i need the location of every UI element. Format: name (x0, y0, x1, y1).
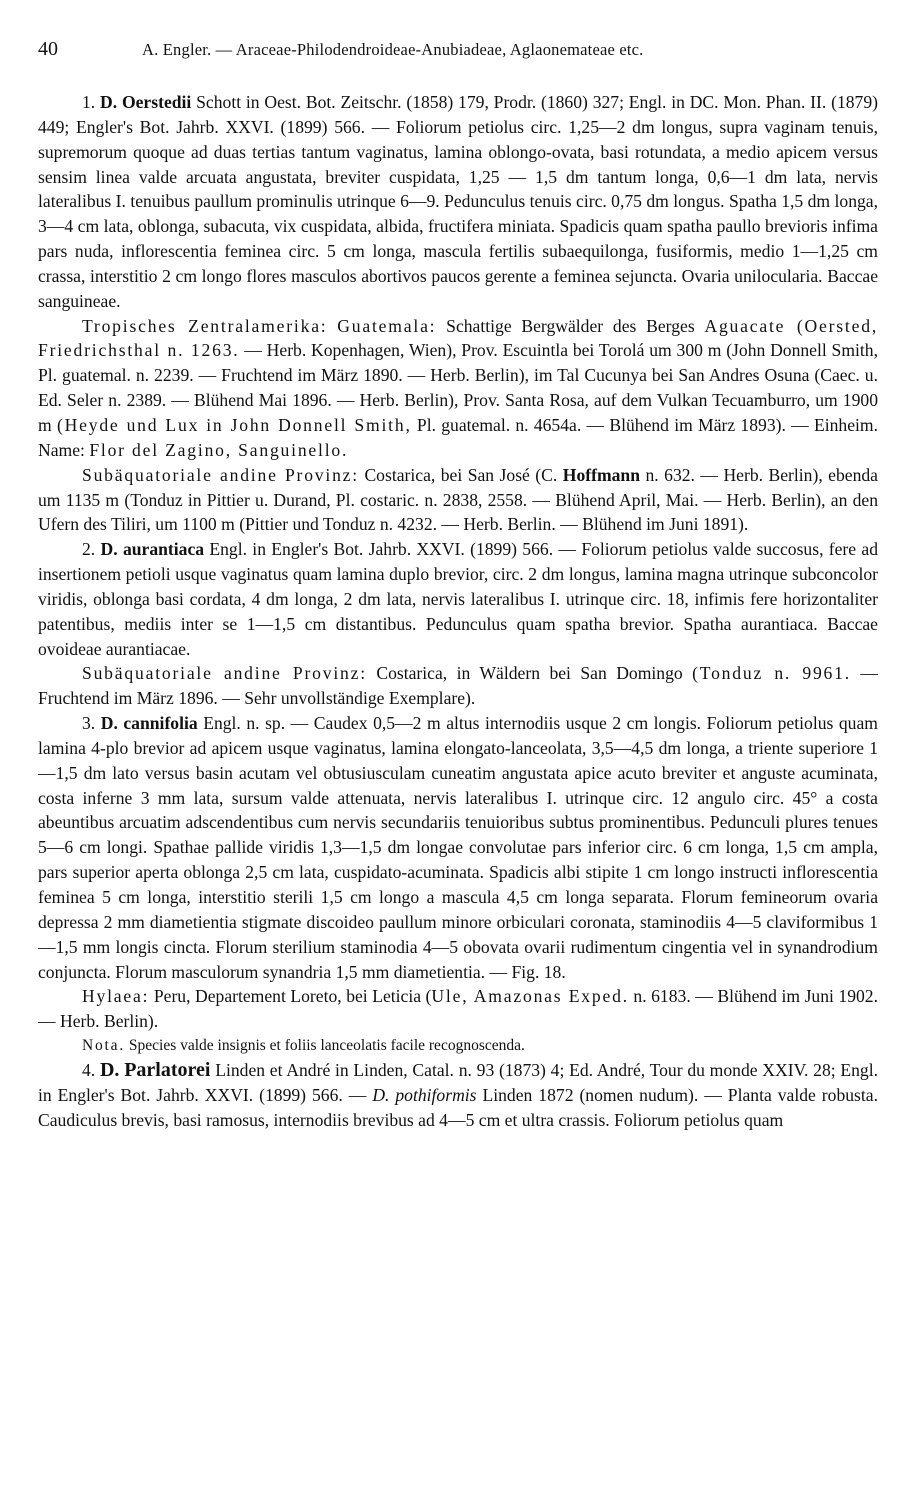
species-number: 4. (82, 1060, 96, 1081)
genus-abbrev: D. (100, 92, 118, 112)
region-text: Pl. guatemal. n. 4654a. — Blühend im März 1893). — Einheim. Name: (38, 414, 878, 460)
nota-paragraph (38, 1034, 878, 1058)
collector-text: Ule, Amazonas Exped. (431, 986, 629, 1007)
distribution-paragraph (38, 314, 878, 463)
region-label: Subäquatoriale andine Provinz: (82, 464, 359, 485)
species-entry-oerstedii (38, 90, 878, 314)
nota-text: Species valde insignis et foliis lanceolatis facile recognoscenda. (128, 1037, 525, 1055)
region-text: — Herb. Kopenhagen, Wien), Prov. Escuintla bei Torolá um 300 m (John Donnell Smith, Pl. guatemal. n. 2239. — Fruchtend im März 1890. — Herb. Berlin), im Tal Cucunya bei San Andres Osuna (Caec. u. Ed. Seler n. 2389. — Blühend Mai 1896. — Herb. Berlin), Prov. Santa Rosa, auf dem Vulkan Tecuamburro, um 1900 m (38, 340, 878, 435)
page-body (38, 90, 878, 1133)
species-description: — Foliorum petiolus valde succosus, fere ad insertionem petioli usque vaginatus quam lamina duplo brevior, circ. 2 dm longus, lamina magna utrinque subconcolor viridis, oblonga basi cordata, 4 dm longa, 2 dm lata, nervis lateralibus I. utrinque circ. 18, infimis fere horizontaliter patentibus, mediis inter se 1—1,5 cm distantibus. Pedunculus quam spatha brevior. Spatha aurantiaca. Baccae ovoideae aurantiacae. (38, 539, 879, 659)
distribution-paragraph (38, 984, 878, 1034)
distribution-paragraph (38, 463, 878, 538)
distribution-paragraph (38, 661, 878, 711)
species-citation: Engl. n. sp. (203, 713, 286, 734)
species-citation: Engl. in Engler's Bot. Jahrb. XXVI. (1899) 566. (209, 539, 554, 560)
region-label: Subäquatoriale andine Provinz: (82, 663, 367, 684)
page-header (38, 30, 878, 60)
vernacular-name: Flor del Zagino, Sanguinello. (89, 439, 349, 460)
species-name: cannifolia (123, 713, 198, 734)
genus-abbrev: D. (100, 713, 118, 734)
species-number: 2. (82, 539, 96, 560)
region-country: Guatemala: (337, 315, 437, 336)
species-name: Parlatorei (124, 1059, 211, 1082)
genus-abbrev: D. (99, 1059, 120, 1082)
region-text: n. 6183. — Blühend im Juni 1902. — Herb. Berlin). (38, 986, 879, 1032)
region-text: — Fruchtend im März 1896. — Sehr unvollständige Exemplare). (38, 663, 878, 709)
region-text: Costarica, in Wäldern bei San Domingo (376, 663, 683, 684)
collector-text: (Heyde und Lux in John Donnell Smith, (56, 414, 412, 435)
region-text: n. 632. — Herb. Berlin), ebenda um 1135 m (Tonduz in Pittier u. Durand, Pl. costaric. n. 2838, 2558. — Blühend April, Mai. — Herb. Berlin), an den Ufern des Tiliri, um 1100 m (Pittier und Tonduz n. 4232. — Herb. Berlin. — Blühend im Juni 1891). (38, 464, 878, 535)
page (38, 30, 878, 1133)
species-description: — Caudex 0,5—2 m altus internodiis usque 2 cm longis. Foliorum petiolus quam lamina 4-plo brevior ad apicem usque vaginatus, lamina elongato-lanceolata, 3,5—4,5 dm longa, a triente superiore 1—1,5 dm lato versus basin acutam vel obtusiusculam cuneatim angustata apice acuto breviter et anguste acuminata, costa inferne 3 mm lata, sursum valde attenuata, nervis lateralibus I. utrinque circ. 12 angulo circ. 45° a costa abeuntibus arcuatim adscendentibus cum nervis secundariis tenuioribus subtus prominentibus. Pedunculi plures tenues 5—6 cm longi. Spathae pallide viridis 1,3—1,5 dm longae convolutae pars inferior circ. 6 cm longa, 1,5 cm ampla, pars superior aperta oblonga 2,5 cm lata, cuspidato-acuminata. Spadicis albi stipite 1 cm longo instructi inflorescentia feminea 5 cm longa, interstitio sterili 1,5 cm longo a mascula 4,5 cm longa separata. Florum femineorum ovaria depressa 2 mm diametientia stigmate discoideo paullum minore orbiculari coronata, staminodiis 4—5 claviformibus 1—1,5 mm longis cincta. Florum sterilium staminodia 4—5 obovata ovarii rudimentum cingentia vel in synandrodium conjuncta. Florum masculorum synandria 1,5 mm diametientia. — Fig. 18. (38, 713, 878, 982)
species-description: — Foliorum petiolus circ. 1,25—2 dm longus, supra vaginam tenuis, supremorum quoque ad duas tertias tantum vaginatus, lamina oblongo-ovata, basi rotundata, a medio apicem versus sensim linea valde arcuata angustata, breviter cuspidata, 1,25 — 1,5 dm tantum longa, 0,6—1 dm lata, nervis lateralibus I. tenuibus paullum prominulis utrinque 6—9. Pedunculus tenuis circ. 0,75 dm longus. Spatha 1,5 dm longa, 3—4 cm lata, oblonga, subacuta, vix cuspidata, albida, fructifera miniata. Spadicis quam spatha paullo brevioris infima pars nuda, inflorescentia feminea circ. 5 cm longa, mascula fertilis subaequilonga, fusiformis, medio 1—1,25 cm crassa, interstitio 2 cm longo flores masculos abortivos paucos gerente a feminea sejuncta. Ovaria unilocularia. Baccae sanguineae. (38, 116, 878, 311)
species-number: 3. (82, 713, 96, 734)
species-citation: Linden et André in Linden, Catal. n. 93 (1873) 4; Ed. André, Tour du monde XXIV. 28; Engl. in Engler's Bot. Jahrb. XXVI. (1899) 566. — (38, 1060, 879, 1105)
synonym-name: D. pothiformis (372, 1084, 477, 1105)
species-name: aurantiaca (122, 539, 205, 560)
species-name: Oerstedii (121, 92, 192, 112)
species-citation: Schott in Oest. Bot. Zeitschr. (1858) 179, Prodr. (1860) 327; Engl. in DC. Mon. Phan. II. (1879) 449; Engler's Bot. Jahrb. XXVI. (1899) 566. (38, 92, 878, 137)
region-label: Hylaea: (82, 986, 150, 1007)
species-entry-aurantiaca (38, 537, 878, 661)
region-label: Tropisches Zentralamerika: (82, 315, 328, 336)
running-title: A. Engler. — Araceae-Philodendroideae-Anubiadeae, Aglaonemateae etc. (142, 40, 644, 59)
genus-abbrev: D. (100, 539, 118, 560)
nota-label: Nota. (82, 1037, 126, 1055)
region-text: Costarica, bei San José (C. (364, 464, 558, 485)
region-text: Schattige Bergwälder des Berges (446, 315, 695, 336)
species-number: 1. (82, 92, 96, 112)
collector-text: Aguacate (Oersted, Friedrichsthal n. 1263. (38, 315, 879, 361)
species-entry-parlatorei (38, 1058, 878, 1133)
page-number: 40 (38, 38, 58, 60)
species-description: Linden 1872 (nomen nudum). — Planta valde robusta. Caudiculus brevis, basi ramosus, internodiis brevibus ad 4—5 cm et ultra crassis. Foliorum petiolus quam (38, 1084, 879, 1130)
collector-name: Hoffmann (562, 464, 641, 485)
collector-text: (Tonduz n. 9961. (692, 663, 851, 684)
species-entry-cannifolia (38, 711, 878, 984)
region-text: Peru, Departement Loreto, bei Leticia ( (153, 986, 432, 1007)
